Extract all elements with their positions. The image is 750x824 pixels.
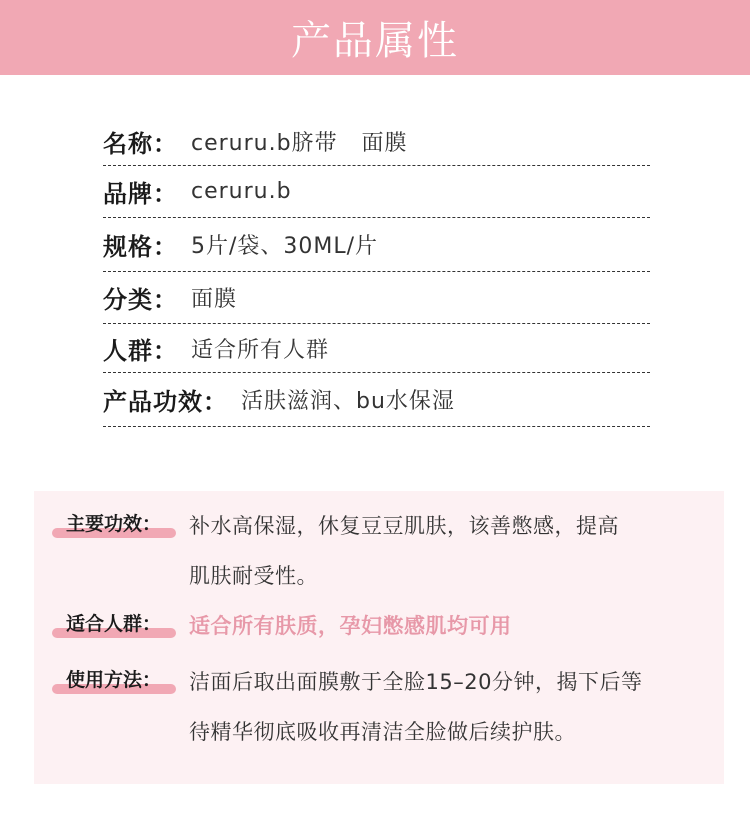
info-label: 使用方法： (66, 669, 162, 691)
attr-row-brand (103, 166, 650, 218)
attr-colon: ： (153, 130, 177, 158)
attr-row-efficacy (103, 373, 650, 427)
attr-label: 品牌 (103, 180, 153, 208)
info-text-line: 补水高保湿，休复豆豆肌肤，该善憋感，提高 (189, 514, 619, 538)
info-text-line: 待精华彻底吸收再清洁全脸做后续护肤。 (189, 720, 576, 744)
info-panel (34, 491, 724, 784)
info-text (189, 501, 699, 601)
attr-colon: ： (153, 336, 177, 365)
page-title: 产品属性 (291, 18, 459, 64)
attr-colon: ： (153, 180, 177, 208)
info-label-wrap (52, 609, 192, 636)
attr-value: 活肤滋润、bu水保湿 (241, 389, 455, 414)
info-text-highlight: 适合所有肤质，孕妇憋感肌均可用 (189, 614, 512, 638)
attr-label: 分类 (103, 286, 153, 314)
attributes-list (103, 118, 650, 427)
attr-value: 面膜 (191, 287, 238, 312)
info-text-line: 洁面后取出面膜敷于全脸15–20分钟，揭下后等 (189, 670, 643, 694)
attr-colon: ： (153, 286, 177, 314)
attr-value: 适合所有人群 (191, 337, 330, 363)
info-label-wrap (52, 509, 192, 536)
attr-label: 名称 (103, 130, 153, 158)
info-label: 主要功效： (66, 513, 162, 535)
attr-value: ceruru.b (191, 179, 292, 204)
info-label: 适合人群： (66, 613, 162, 635)
attr-colon: ： (203, 388, 227, 416)
header-banner (0, 0, 750, 75)
attr-label: 规格 (103, 233, 153, 261)
attr-value: 5片/袋、30ML/片 (191, 234, 379, 259)
attr-row-spec (103, 218, 650, 272)
attr-label: 产品功效 (103, 388, 203, 416)
attr-row-audience (103, 324, 650, 373)
attr-row-name (103, 118, 650, 166)
attr-row-category (103, 272, 650, 324)
attr-value: ceruru.b脐带 面膜 (191, 131, 408, 156)
info-text-line: 肌肤耐受性。 (189, 564, 318, 588)
attr-colon: ： (153, 233, 177, 261)
info-text (189, 657, 699, 757)
info-label-wrap (52, 665, 192, 692)
attr-label: 人群 (103, 336, 153, 365)
